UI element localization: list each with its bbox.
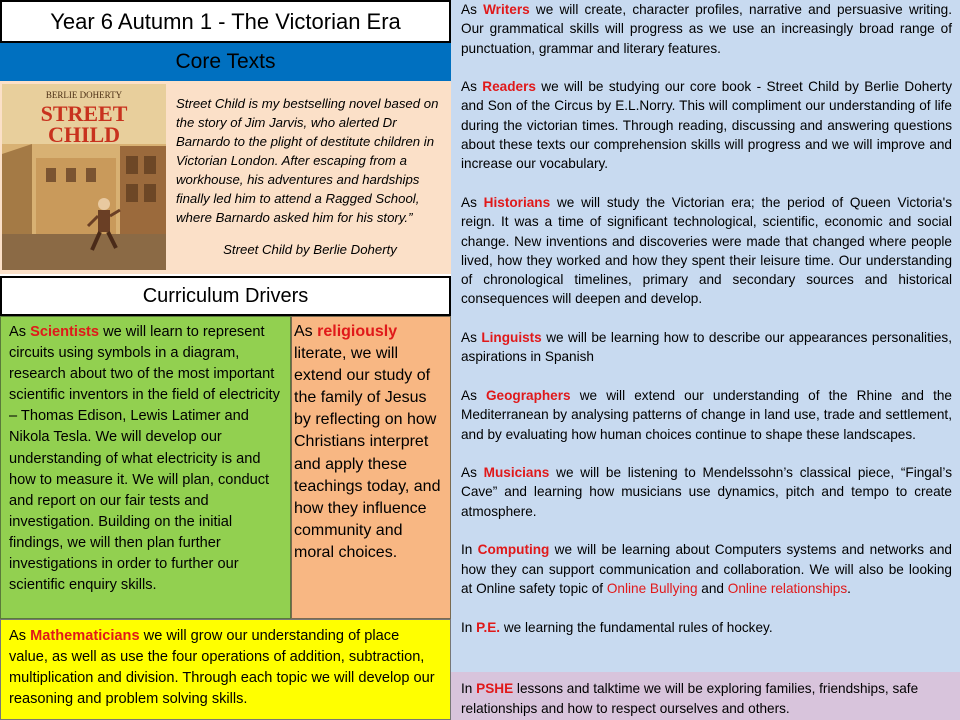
computing-highlight: Computing xyxy=(477,542,550,558)
science-pre: As xyxy=(9,324,31,340)
subject-text: we will be learning how to describe our appearances personalities, aspirations in Spanish xyxy=(461,330,953,365)
pshe-pre: In xyxy=(461,681,477,696)
subject-text: we will be studying our core book - Street Child by Berlie Doherty and Son of the Circus by E.L.Norry. This will compliment our understanding of life during the victorian times. Through reading, discussing and answering questions about these texts our comprehension skills will progress and we will improve and increase our vocabulary. xyxy=(461,79,953,172)
book-cover-image xyxy=(2,84,166,270)
subject-pre: As xyxy=(461,79,483,95)
subject-text: we will be listening to Mendelssohn’s classical piece, “Fingal’s Cave” and learning how musicians use dynamics, pitch and tempo to create atmosphere. xyxy=(461,465,952,519)
subject-readers xyxy=(461,77,952,173)
computing-pre: In xyxy=(461,542,478,558)
subject-highlight: Readers xyxy=(482,79,536,95)
re-highlight: religiously xyxy=(317,323,398,340)
science-panel xyxy=(0,316,291,619)
subjects-panel xyxy=(451,0,960,672)
maths-panel xyxy=(0,619,451,720)
computing-mid: and xyxy=(697,580,728,596)
subject-pre: As xyxy=(461,2,484,17)
pe-text: we learning the fundamental rules of hockey. xyxy=(500,619,773,635)
subject-text: we will create, character profiles, narrative and persuasive writing. Our grammatical skills will progress as we use an increasingly broad range of punctuation, grammar and literary features. xyxy=(461,2,952,56)
online-bullying-text: Online Bullying xyxy=(606,580,698,596)
subject-highlight: Historians xyxy=(483,194,551,210)
subject-pre: As xyxy=(461,465,484,481)
subject-text: we will study the Victorian era; the period of Queen Victoria's reign. It was a time of significant technological, scientific, economic and social change. New inventions and discoveries were made that changed where people lived, how they worked and how they spent their leisure time. Our understanding of chronological timelines, primary and secondary sources and historical consequences will deepen and develop. xyxy=(461,194,952,307)
book-author: BERLIE DOHERTY xyxy=(45,90,123,100)
book-cover-illustration xyxy=(2,84,166,270)
online-relationships-text: Online relationships xyxy=(727,580,848,596)
maths-pre: As xyxy=(9,628,31,644)
science-text: we will learn to represent circuits using symbols in a diagram, research about two of the most important scientific inventors in the field of electricity – Thomas Edison, Lewis Latimer and Nikola Tesla. We will develop our understanding of what electricity is and how to measure it. We will plan, conduct and report on our fair tests and investigation. Building on the initial findings, we will then plan further investigations in order to further our scientific enquiry skills. xyxy=(9,324,280,594)
book-title-line-1: STREET xyxy=(40,101,128,126)
science-highlight: Scientists xyxy=(30,324,100,340)
subject-historians xyxy=(461,193,952,309)
book-title-line-2: CHILD xyxy=(47,122,121,147)
pe-pre: In xyxy=(461,619,477,635)
book-quote: Street Child is my bestselling novel based on the story of Jim Jarvis, who alerted Dr Barnardo to the plight of destitute children in Victorian London. After escaping from a workhouse, his adventures and hardships finally led him to attend a Ragged School, where Barnardo asked him for his story.” xyxy=(176,96,439,225)
page-title xyxy=(0,0,451,43)
subject-linguists xyxy=(461,328,952,367)
pshe-highlight: PSHE xyxy=(476,681,514,696)
subject-pre: As xyxy=(461,330,482,346)
re-text: literate, we will extend our study of the family of Jesus by reflecting on how Christians interpret and apply these teachings today, and how they influence community and moral choices. xyxy=(294,345,441,561)
pshe-text: lessons and talktime we will be exploring families, friendships, safe relationships and how to respect ourselves and others. xyxy=(461,681,919,716)
subject-geographers xyxy=(461,386,952,444)
subject-pre: As xyxy=(461,387,486,403)
pshe-panel xyxy=(451,672,960,720)
re-panel xyxy=(291,316,451,619)
re-pre: As xyxy=(294,323,318,340)
core-texts-heading-text: Core Texts xyxy=(175,50,276,73)
subject-highlight: Writers xyxy=(483,2,530,17)
subject-computing xyxy=(461,540,952,598)
subject-highlight: Linguists xyxy=(481,330,542,346)
subject-highlight: Musicians xyxy=(483,465,550,481)
computing-end: . xyxy=(847,580,851,596)
page-title-text: Year 6 Autumn 1 - The Victorian Era xyxy=(50,8,401,34)
curriculum-drivers-heading xyxy=(0,276,451,316)
maths-text: we will grow our understanding of place value, as well as use the four operations of addition, subtraction, multiplication and division. Through each topic we will develop our reasoning and problem solving skills. xyxy=(9,628,435,707)
subject-pe xyxy=(461,618,952,637)
maths-highlight: Mathematicians xyxy=(30,628,140,644)
subject-writers xyxy=(461,0,952,58)
subject-pre: As xyxy=(461,194,484,210)
book-quote-source: Street Child by Berlie Doherty xyxy=(223,242,397,257)
subject-musicians xyxy=(461,463,952,521)
core-texts-panel xyxy=(0,81,451,274)
subject-highlight: Geographers xyxy=(485,387,571,403)
core-texts-heading xyxy=(0,43,451,81)
curriculum-drivers-heading-text: Curriculum Drivers xyxy=(142,284,309,307)
subject-text: we will extend our understanding of the Rhine and the Mediterranean by analysing patterns of change in land use, trade and settlement, and by evaluating how human choices continue to shape these landscapes. xyxy=(461,387,952,442)
computing-text: we will be learning about Computers systems and networks and how they can support communication and collaboration. We will also be looking at Online safety topic of xyxy=(461,542,952,596)
pe-highlight: P.E. xyxy=(476,619,501,635)
